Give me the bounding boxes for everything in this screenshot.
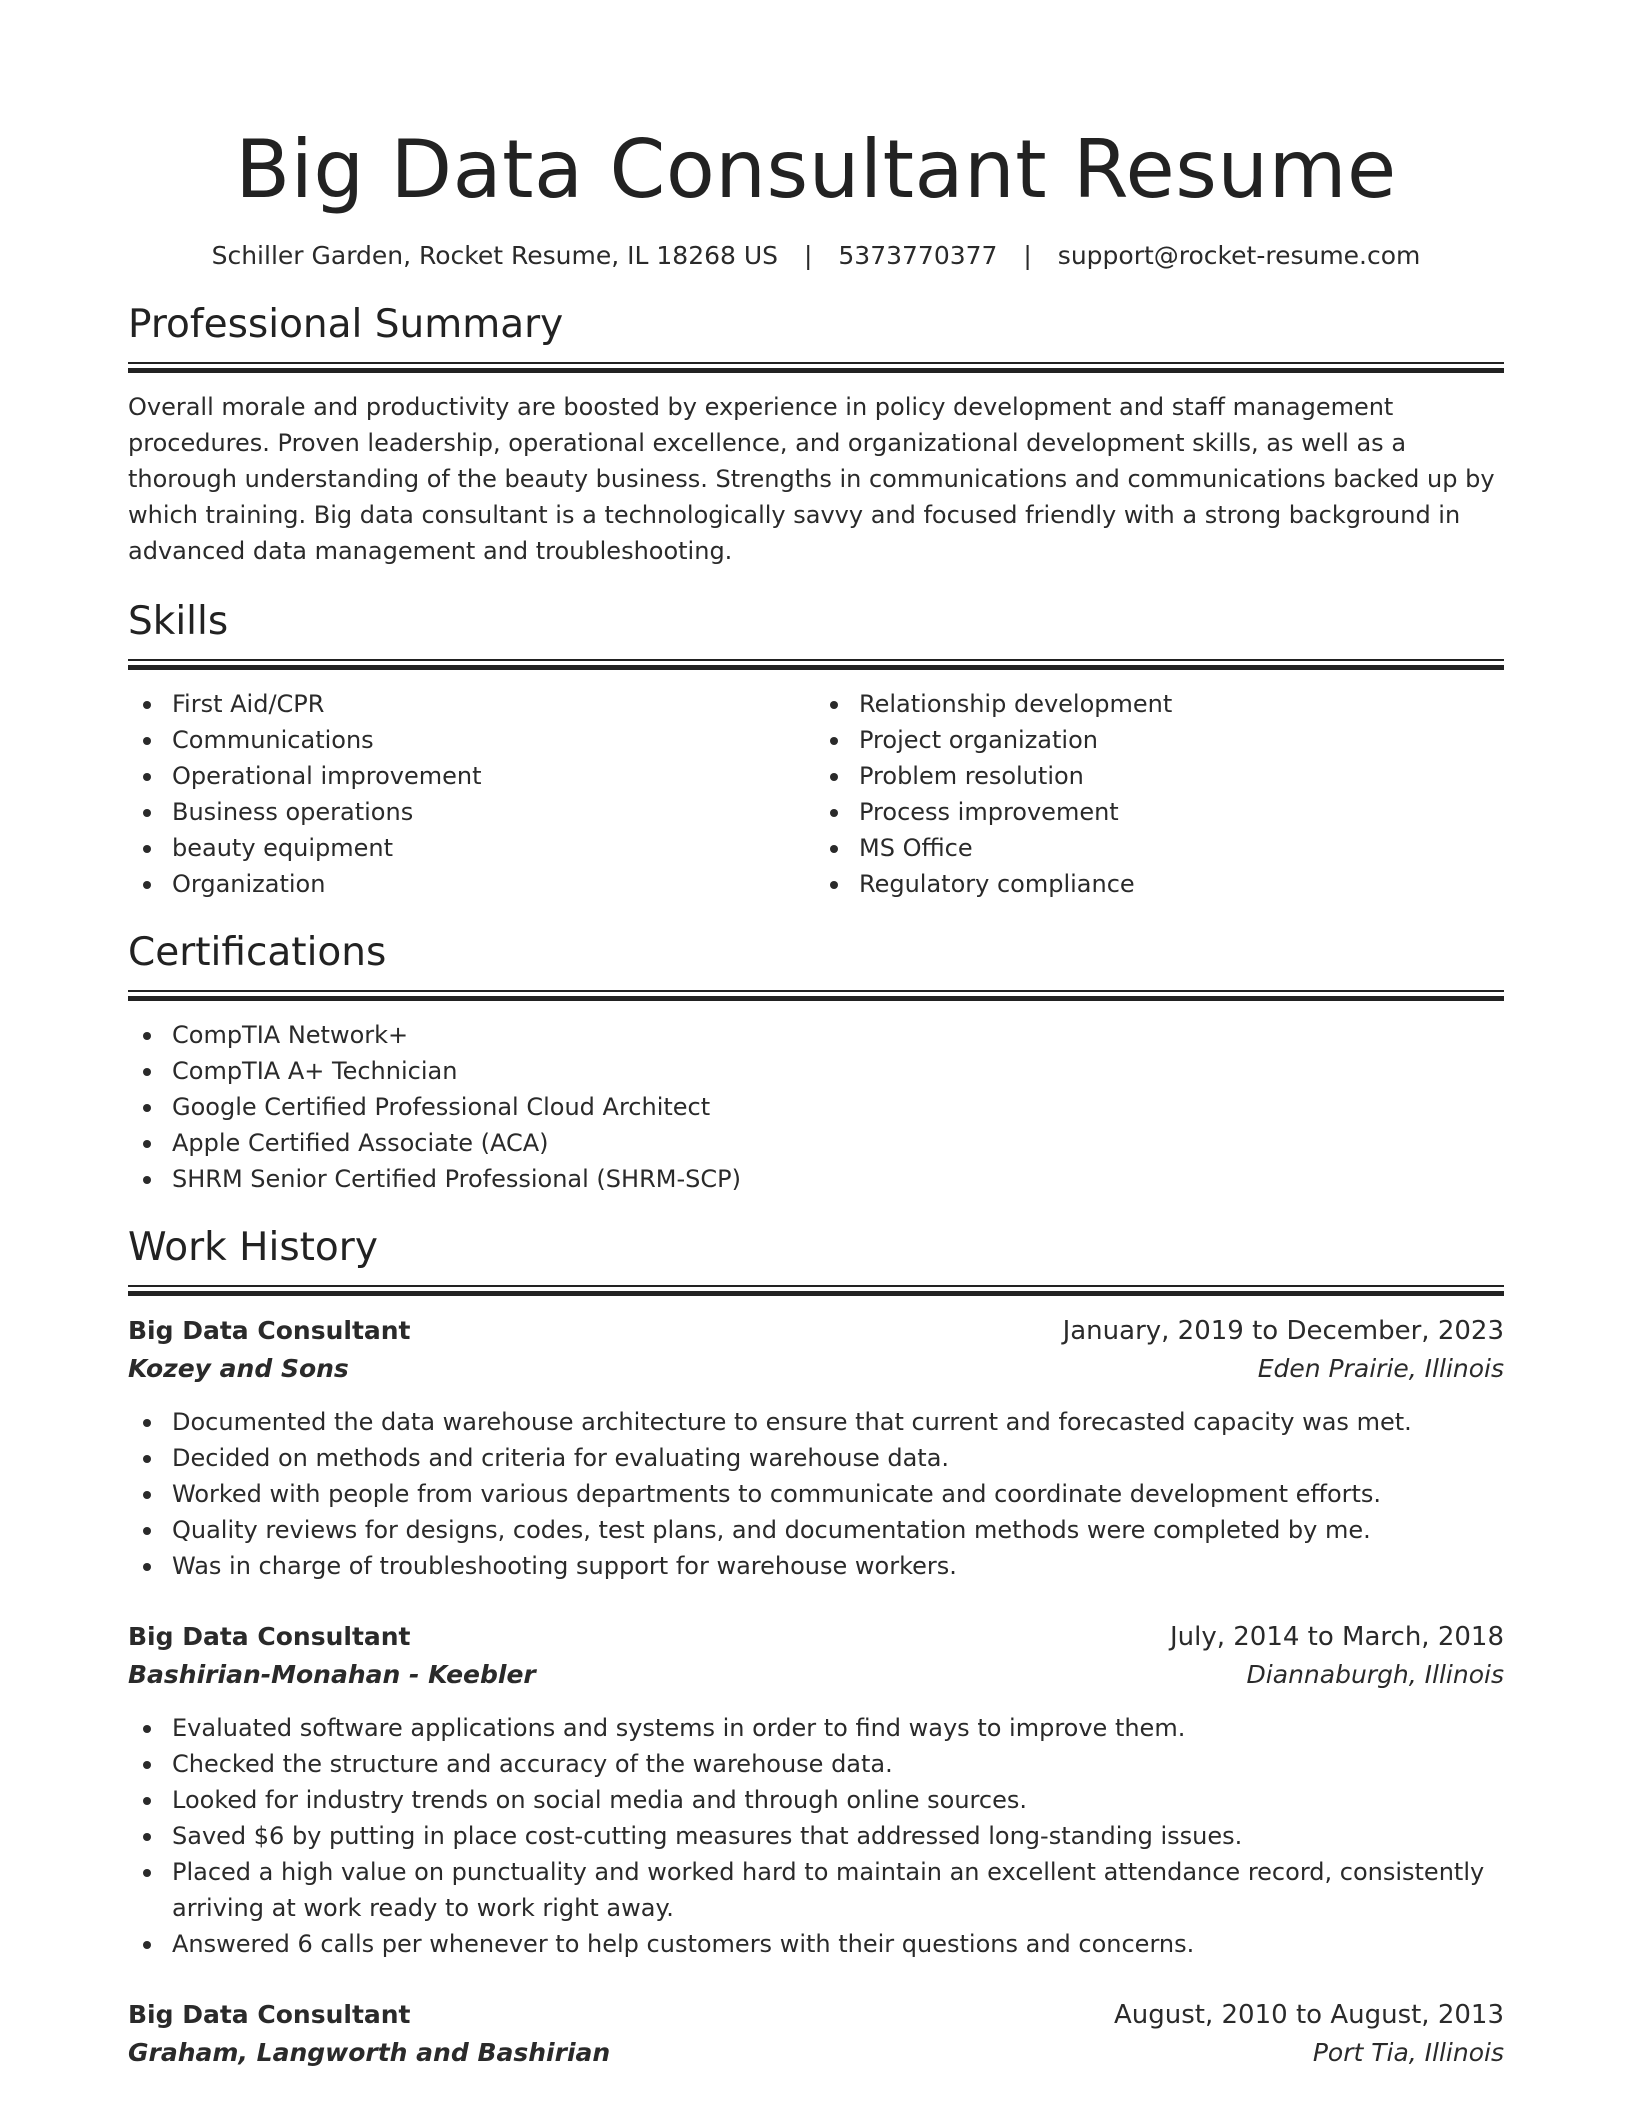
job-dates: August, 2010 to August, 2013: [1114, 2000, 1504, 2030]
job-title: Big Data Consultant: [128, 1316, 411, 1345]
job-title: Big Data Consultant: [128, 2000, 411, 2029]
section-divider: [128, 659, 1504, 670]
job-entry: [128, 1996, 1504, 2072]
skills-list-left: [128, 686, 816, 902]
section-divider: [128, 362, 1504, 373]
job-header-row: [128, 1312, 1504, 1350]
certification-item: CompTIA Network+: [128, 1017, 1504, 1053]
job-location: Eden Prairie, Illinois: [1257, 1354, 1504, 1383]
job-bullet: Answered 6 calls per whenever to help customers with their questions and concerns.: [128, 1926, 1504, 1962]
job-company-row: [128, 2034, 1504, 2072]
job-bullet: Was in charge of troubleshooting support for warehouse workers.: [128, 1548, 1504, 1584]
job-bullets: [128, 1710, 1504, 1962]
certifications-section: [128, 930, 1504, 1197]
job-company-row: [128, 1350, 1504, 1388]
job-entry: [128, 1618, 1504, 1962]
skill-item: Project organization: [815, 722, 1503, 758]
contact-phone: 5373770377: [838, 241, 998, 270]
job-bullet: Worked with people from various departments to communicate and coordinate development efforts.: [128, 1476, 1504, 1512]
skill-item: Communications: [128, 722, 816, 758]
skill-item: Relationship development: [815, 686, 1503, 722]
summary-text: Overall morale and productivity are boosted by experience in policy development and staff management procedures. Proven leadership, operational excellence, and organizational development skills, as well as a thorough understanding of the beauty business. Strengths in communications and communications backed up by which training. Big data consultant is a technologically savvy and focused friendly with a strong background in advanced data management and troubleshooting.: [128, 393, 1495, 565]
contact-address: Schiller Garden, Rocket Resume, IL 18268 US: [211, 241, 779, 270]
contact-email: support@rocket-resume.com: [1057, 241, 1421, 270]
job-location: Diannaburgh, Illinois: [1246, 1660, 1504, 1689]
certification-item: Apple Certified Associate (ACA): [128, 1125, 1504, 1161]
job-company-row: [128, 1656, 1504, 1694]
resume-title: Big Data Consultant Resume: [235, 123, 1397, 216]
job-dates: July, 2014 to March, 2018: [1169, 1622, 1504, 1652]
skill-item: First Aid/CPR: [128, 686, 816, 722]
contact-separator: |: [1023, 241, 1032, 270]
skill-item: Operational improvement: [128, 758, 816, 794]
skill-item: Organization: [128, 866, 816, 902]
summary-section: [128, 302, 1504, 569]
contact-separator: |: [804, 241, 813, 270]
skill-item: MS Office: [815, 830, 1503, 866]
skills-section: [128, 599, 1504, 902]
section-title-certifications: Certifications: [128, 930, 387, 975]
certifications-list: [128, 1017, 1504, 1197]
job-dates: January, 2019 to December, 2023: [1062, 1316, 1504, 1346]
certification-item: SHRM Senior Certified Professional (SHRM-SCP): [128, 1161, 1504, 1197]
job-header-row: [128, 1618, 1504, 1656]
job-company: Graham, Langworth and Bashirian: [128, 2038, 611, 2067]
skill-item: beauty equipment: [128, 830, 816, 866]
section-title-skills: Skills: [128, 599, 229, 644]
job-bullets: [128, 1404, 1504, 1584]
job-company: Bashirian-Monahan - Keebler: [128, 1660, 536, 1689]
skills-list-right: [815, 686, 1503, 902]
skills-grid: [128, 686, 1504, 902]
work-history-section: [128, 1225, 1504, 2072]
contact-line: [128, 240, 1504, 272]
job-bullet: Checked the structure and accuracy of the warehouse data.: [128, 1746, 1504, 1782]
section-divider: [128, 1285, 1504, 1296]
job-location: Port Tia, Illinois: [1312, 2038, 1504, 2067]
skill-item: Process improvement: [815, 794, 1503, 830]
job-bullet: Looked for industry trends on social media and through online sources.: [128, 1782, 1504, 1818]
section-divider: [128, 990, 1504, 1001]
job-bullet: Quality reviews for designs, codes, test plans, and documentation methods were completed by me.: [128, 1512, 1504, 1548]
skill-item: Problem resolution: [815, 758, 1503, 794]
job-bullet: Documented the data warehouse architecture to ensure that current and forecasted capacity was met.: [128, 1404, 1504, 1440]
job-company: Kozey and Sons: [128, 1354, 349, 1383]
certification-item: Google Certified Professional Cloud Architect: [128, 1089, 1504, 1125]
job-bullet: Decided on methods and criteria for evaluating warehouse data.: [128, 1440, 1504, 1476]
skill-item: Business operations: [128, 794, 816, 830]
job-header-row: [128, 1996, 1504, 2034]
skill-item: Regulatory compliance: [815, 866, 1503, 902]
job-bullet: Placed a high value on punctuality and worked hard to maintain an excellent attendance record, consistently arriving at work ready to work right away.: [128, 1854, 1504, 1926]
job-bullet: Saved $6 by putting in place cost-cutting measures that addressed long-standing issues.: [128, 1818, 1504, 1854]
job-bullet: Evaluated software applications and systems in order to find ways to improve them.: [128, 1710, 1504, 1746]
job-entry: [128, 1312, 1504, 1584]
job-title: Big Data Consultant: [128, 1622, 411, 1651]
section-title-summary: Professional Summary: [128, 302, 564, 347]
section-title-work-history: Work History: [128, 1225, 378, 1270]
certification-item: CompTIA A+ Technician: [128, 1053, 1504, 1089]
